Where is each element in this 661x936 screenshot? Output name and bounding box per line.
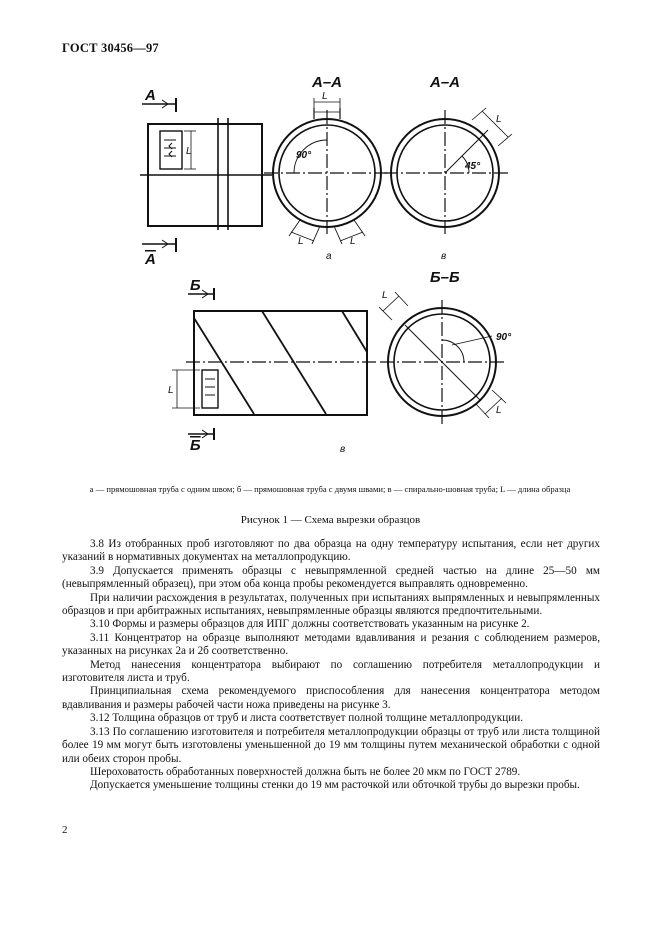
dim-l-a-bottom-right: L xyxy=(350,236,356,247)
paragraph: При наличии расхождения в результатах, полученных при испытаниях выпрямленных и невыпрямленных образцов и при арбитражных испытаниях, невыпрямленные образцы являются предпочтительными. xyxy=(62,591,600,618)
standard-header: ГОСТ 30456—97 xyxy=(62,41,159,55)
pipe-side-view-a xyxy=(140,98,272,252)
dim-l-a-top: L xyxy=(322,91,328,102)
section-marker-a-bottom: А xyxy=(145,251,156,268)
paragraph: Шероховатость обработанных поверхностей должна быть не более 20 мкм по ГОСТ 2789. xyxy=(90,765,521,778)
paragraph: 3.12 Толщина образцов от труб и листа соответствует полной толщине металлопродукции. xyxy=(90,712,523,725)
sub-label-b: в xyxy=(441,251,447,262)
angle-90-a: 90° xyxy=(296,150,312,161)
dim-l-a-bottom-left: L xyxy=(298,236,304,247)
dim-l-b-bottom: L xyxy=(496,405,502,416)
section-title-b-b: Б–Б xyxy=(430,269,460,286)
page-number: 2 xyxy=(62,824,68,836)
section-a-a-view-a xyxy=(264,98,392,244)
section-a-a-view-v xyxy=(384,108,512,235)
section-b-b-view xyxy=(379,292,506,424)
sub-label-a: а xyxy=(326,251,332,262)
body-text xyxy=(62,538,600,793)
paragraph: 3.9 Допускается применять образцы с невыпрямленной средней частью на длине 25—50 мм (невыпрямленный образец), при этом оба конца пробы рекомендуется выправлять одновременно. xyxy=(62,564,600,591)
angle-45-v: 45° xyxy=(465,161,481,172)
paragraph: Принципиальная схема рекомендуемого приспособления для нанесения концентратора методом вдавливания и размеры рабочей части ножа приведены на рисунке 3. xyxy=(62,685,600,711)
pipe-side-view-spiral xyxy=(172,288,377,440)
paragraph: 3.11 Концентратор на образце выполняют методами вдавливания и резания с соблюдением размеров, указанных на рисунках 2а и 2б соответственно. xyxy=(62,631,600,658)
paragraph: Допускается уменьшение толщины стенки до 19 мм расточкой или обточкой трубы до вырезки пробы. xyxy=(90,779,580,792)
section-title-a-a: А–А xyxy=(312,74,343,91)
paragraph: 3.8 Из отобранных проб изготовляют по два образца на одну температуру испытания, если нет других указаний в нормативных документах на металлопродукцию. xyxy=(62,538,600,564)
figure-note: а — прямошовная труба с одним швом; б — прямошовная труба с двумя швами; в — спирально-шовная труба; L — длина образца xyxy=(89,484,571,494)
section-marker-a-top: А xyxy=(145,87,156,104)
dim-l-a-side: L xyxy=(186,146,192,157)
figure-caption: Рисунок 1 — Схема вырезки образцов xyxy=(240,514,421,526)
section-marker-b-bottom: Б xyxy=(190,437,201,454)
angle-90-b: 90° xyxy=(496,332,512,343)
dim-l-b-top: L xyxy=(382,290,388,301)
sub-label-v: в xyxy=(340,444,346,455)
paragraph: Метод нанесения концентратора выбирают по соглашению потребителя металлопродукции и изготовителя листа и труб. xyxy=(62,658,600,685)
paragraph: 3.10 Формы и размеры образцов для ИПГ должны соответствовать указанным на рисунке 2. xyxy=(90,618,530,631)
section-marker-b-top: Б xyxy=(190,277,201,294)
dim-l-spiral-side: L xyxy=(168,385,174,396)
paragraph: 3.13 По соглашению изготовителя и потребителя металлопродукции образцы от труб или листа толщиной более 19 мм могут быть изготовлены уменьшенной до 19 мм толщины путем механической обработки с одной или обеих сторон пробы. xyxy=(62,725,600,765)
dim-l-v: L xyxy=(496,114,502,125)
section-title-a-a-v: А–А xyxy=(430,74,461,91)
